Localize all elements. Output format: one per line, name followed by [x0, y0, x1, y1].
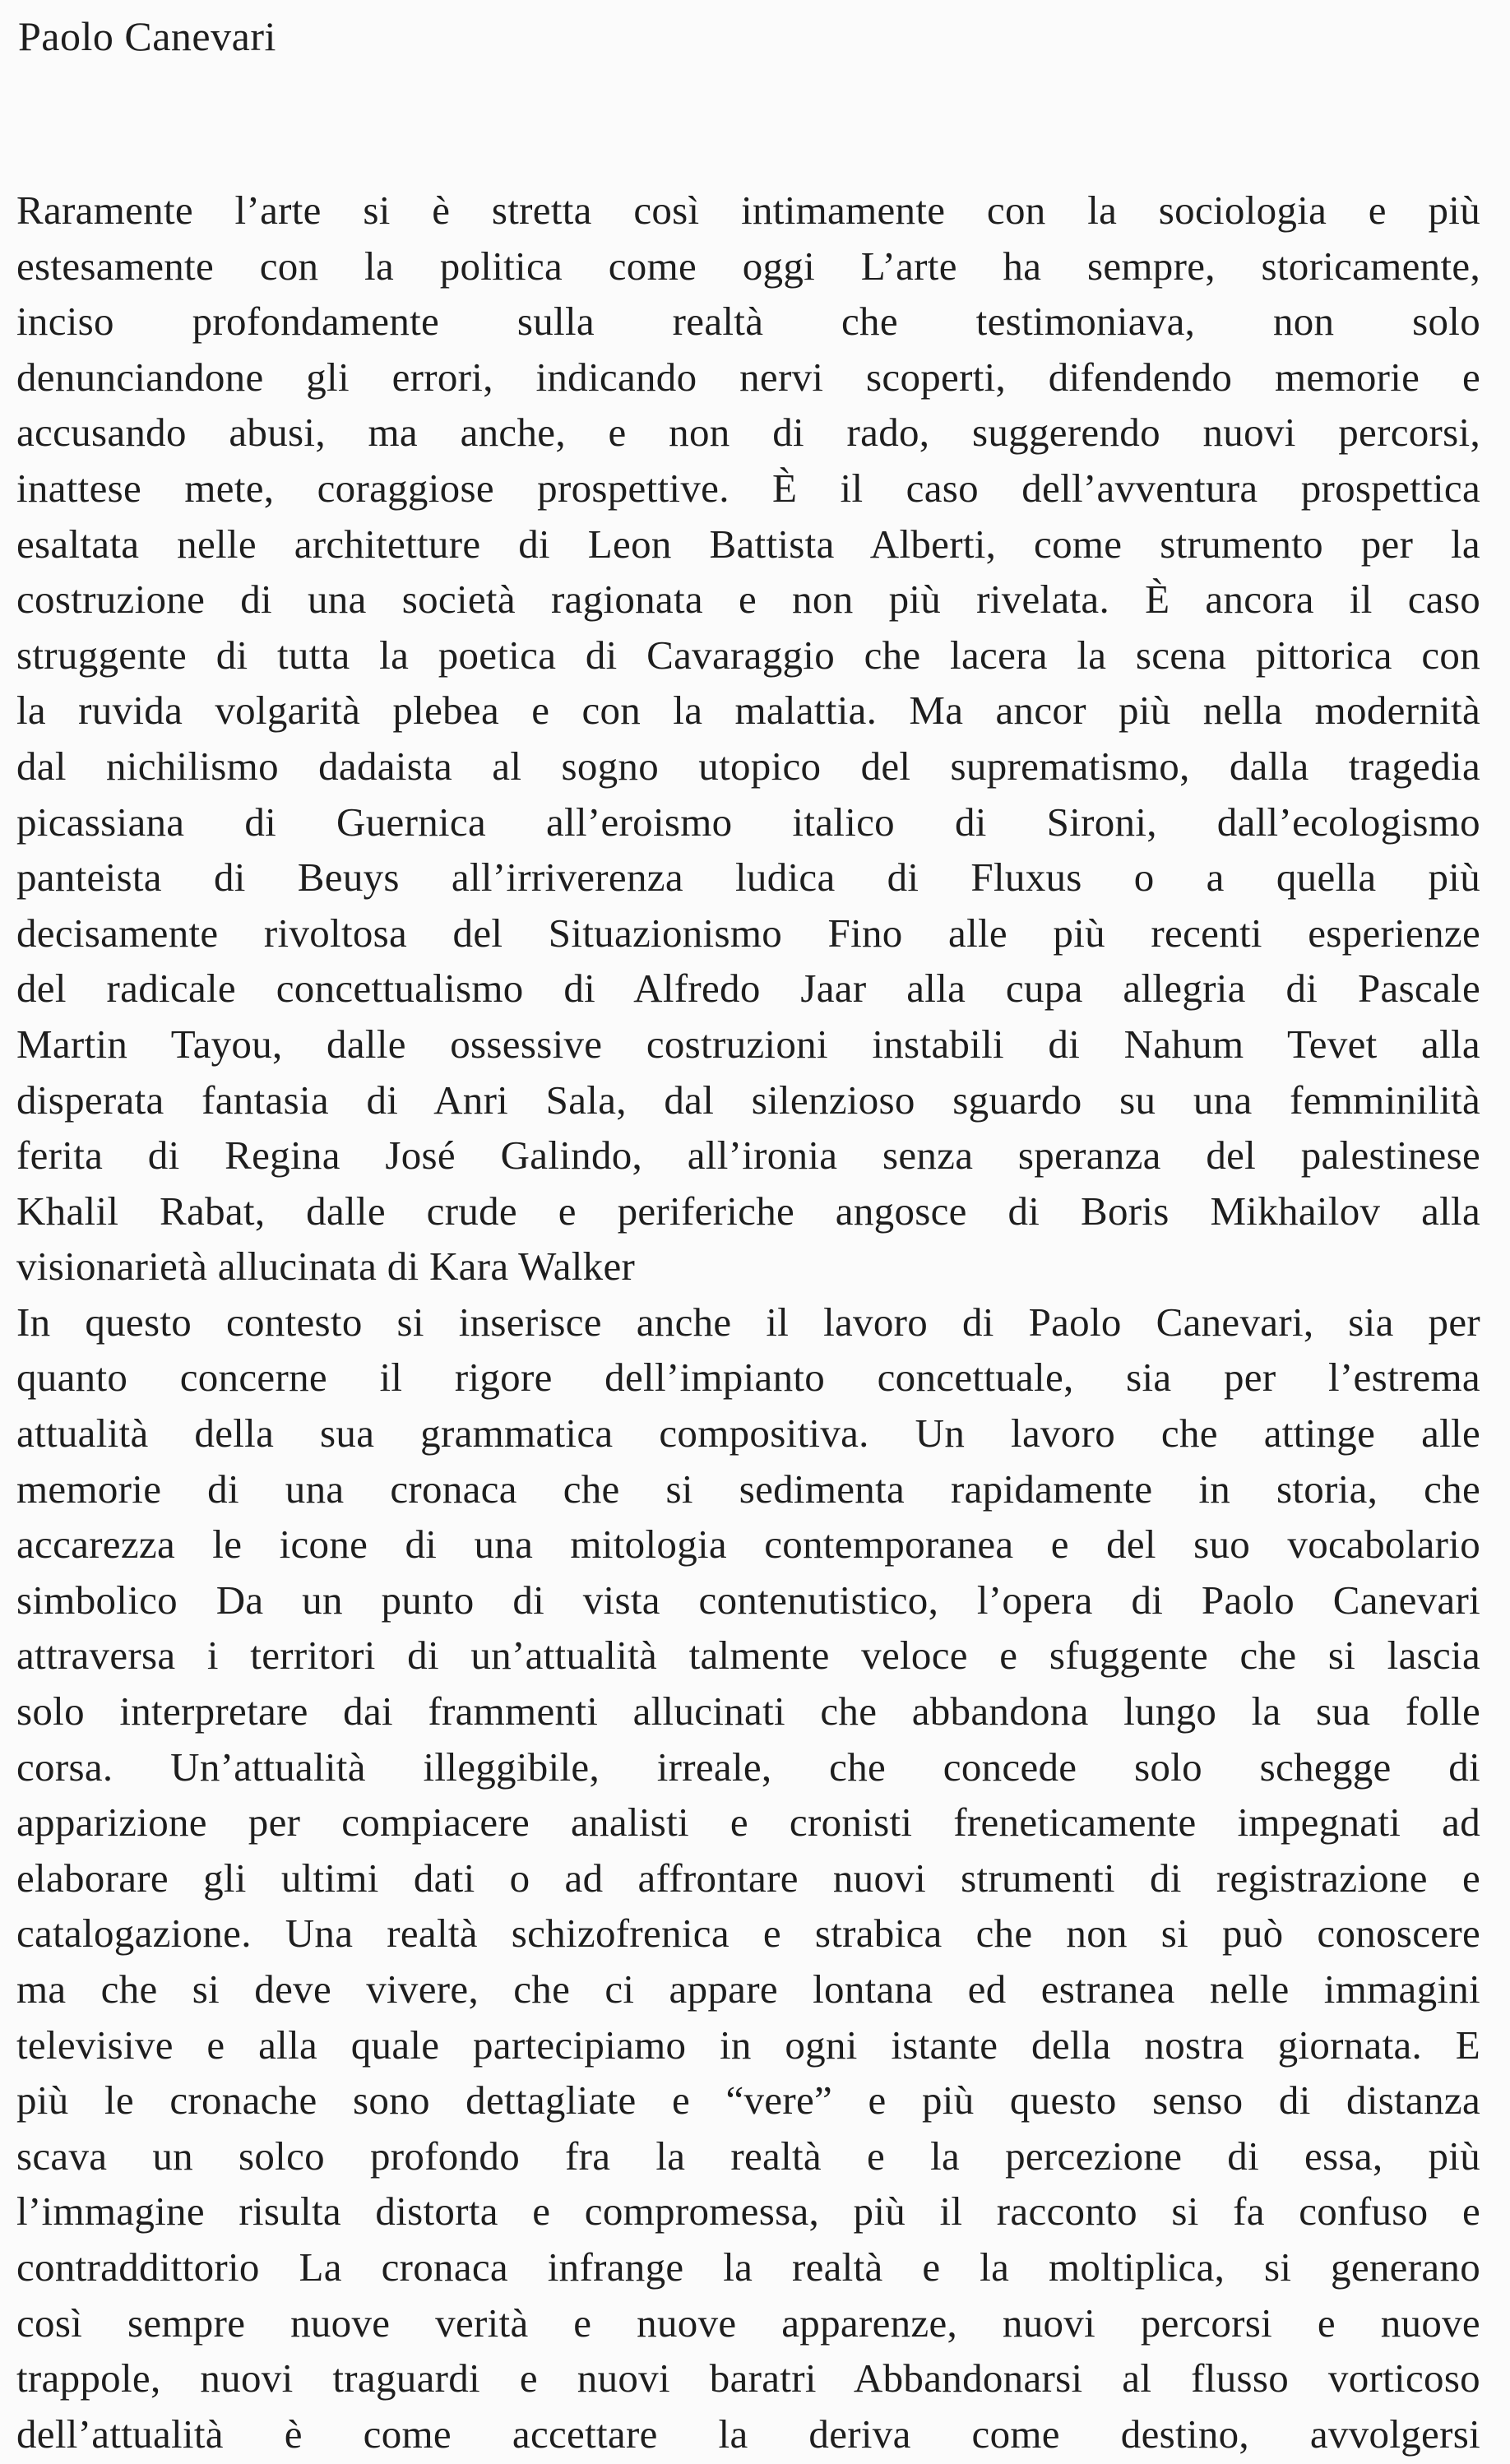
text-line: inciso profondamente sulla realtà che testimoniava, non solo: [16, 299, 1480, 345]
text-line: del radicale concettualismo di Alfredo Jaar alla cupa allegria di Pascale: [16, 966, 1480, 1012]
text-line: inattese mete, coraggiose prospettive. È il caso dell’avventura prospettica: [16, 465, 1480, 511]
text-line: solo interpretare dai frammenti allucinati che abbandona lungo la sua folle: [16, 1688, 1480, 1735]
text-line: Raramente l’arte si è stretta così intimamente con la sociologia e più: [16, 188, 1480, 233]
text-line: apparizione per compiacere analisti e cronisti freneticamente impegnati ad: [16, 1799, 1480, 1846]
text-line: In questo contesto si inserisce anche il lavoro di Paolo Canevari, sia per: [16, 1299, 1480, 1345]
text-line: ferita di Regina José Galindo, all’ironia senza speranza del palestinese: [16, 1132, 1480, 1179]
text-line: panteista di Beuys all’irriverenza ludica di Fluxus o a quella più: [16, 855, 1480, 901]
text-line: elaborare gli ultimi dati o ad affrontare nuovi strumenti di registrazione e: [16, 1855, 1480, 1901]
text-line: accarezza le icone di una mitologia contemporanea e del suo vocabolario: [16, 1521, 1480, 1568]
text-line: struggente di tutta la poetica di Cavaraggio che lacera la scena pittorica con: [16, 632, 1480, 678]
text-line: catalogazione. Una realtà schizofrenica e strabica che non si può conoscere: [16, 1911, 1480, 1957]
text-line: contraddittorio La cronaca infrange la realtà e la moltiplica, si generano: [16, 2244, 1480, 2290]
text-line: così sempre nuove verità e nuove apparenze, nuovi percorsi e nuove: [16, 2300, 1480, 2346]
text-line: corsa. Un’attualità illeggibile, irreale, che concede solo schegge di: [16, 1744, 1480, 1790]
text-line: Martin Tayou, dalle ossessive costruzioni instabili di Nahum Tevet alla: [16, 1021, 1480, 1067]
text-line: attualità della sua grammatica compositiva. Un lavoro che attinge alle: [16, 1410, 1480, 1457]
text-line: simbolico Da un punto di vista contenutistico, l’opera di Paolo Canevari: [16, 1577, 1480, 1623]
text-line: più le cronache sono dettagliate e “vere” e più questo senso di distanza: [16, 2077, 1480, 2124]
text-line: dell’attualità è come accettare la deriva come destino, avvolgersi: [16, 2411, 1480, 2457]
page-title: Paolo Canevari: [18, 13, 276, 59]
text-line: la ruvida volgarità plebea e con la malattia. Ma ancor più nella modernità: [16, 688, 1480, 734]
text-line: televisive e alla quale partecipiamo in ogni istante della nostra giornata. E: [16, 2022, 1480, 2068]
text-line: ma che si deve vivere, che ci appare lontana ed estranea nelle immagini: [16, 1966, 1480, 2012]
body-text: [16, 183, 1480, 2462]
text-line: dal nichilismo dadaista al sogno utopico del suprematismo, dalla tragedia: [16, 743, 1480, 789]
text-line: disperata fantasia di Anri Sala, dal silenzioso sguardo su una femminilità: [16, 1077, 1480, 1123]
text-line: quanto concerne il rigore dell’impianto concettuale, sia per l’estrema: [16, 1355, 1480, 1401]
text-line: costruzione di una società ragionata e non più rivelata. È ancora il caso: [16, 577, 1480, 623]
text-line: attraversa i territori di un’attualità talmente veloce e sfuggente che si lascia: [16, 1633, 1480, 1679]
text-line: visionarietà allucinata di Kara Walker: [16, 1244, 636, 1290]
text-line: decisamente rivoltosa del Situazionismo Fino alle più recenti esperienze: [16, 910, 1480, 956]
text-line: denunciandone gli errori, indicando nervi scoperti, difendendo memorie e: [16, 354, 1480, 400]
text-line: esaltata nelle architetture di Leon Battista Alberti, come strumento per la: [16, 521, 1480, 567]
text-line: accusando abusi, ma anche, e non di rado, suggerendo nuovi percorsi,: [16, 410, 1480, 456]
text-line: memorie di una cronaca che si sedimenta rapidamente in storia, che: [16, 1466, 1480, 1512]
text-line: trappole, nuovi traguardi e nuovi baratri Abbandonarsi al flusso vorticoso: [16, 2355, 1480, 2401]
text-line: Khalil Rabat, dalle crude e periferiche angosce di Boris Mikhailov alla: [16, 1188, 1480, 1234]
text-line: estesamente con la politica come oggi L’arte ha sempre, storicamente,: [16, 243, 1480, 289]
text-line: l’immagine risulta distorta e compromessa, più il racconto si fa confuso e: [16, 2188, 1480, 2235]
text-line: picassiana di Guernica all’eroismo italico di Sironi, dall’ecologismo: [16, 799, 1480, 845]
text-line: scava un solco profondo fra la realtà e la percezione di essa, più: [16, 2133, 1480, 2179]
